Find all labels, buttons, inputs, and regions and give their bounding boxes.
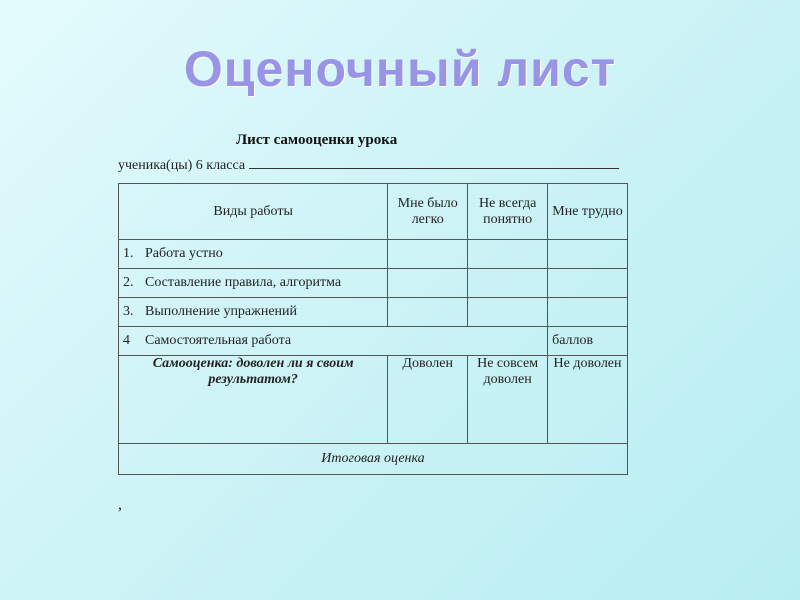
- cell-points: баллов: [548, 327, 628, 356]
- table-row: [119, 298, 628, 327]
- cell-unclear: [468, 240, 548, 269]
- final-grade-row: [119, 444, 628, 475]
- col-header-hard: Мне трудно: [548, 184, 628, 240]
- row-number: 3.: [123, 304, 134, 319]
- self-assessment-row: [119, 356, 628, 444]
- cell-easy: [388, 298, 468, 327]
- row-label: Составление правила, алгоритма: [145, 275, 342, 290]
- cell-unclear: [468, 269, 548, 298]
- option-not-satisfied: Не доволен: [548, 356, 628, 444]
- self-assessment-label: Самооценка: доволен ли я своим результатом?: [119, 356, 388, 444]
- cell-unclear: [468, 298, 548, 327]
- table-row: [119, 240, 628, 269]
- table-row: [119, 327, 628, 356]
- col-header-unclear: Не всегда понятно: [468, 184, 548, 240]
- sheet-heading: Лист самооценки урока: [236, 132, 398, 148]
- row-number: 1.: [123, 246, 134, 261]
- row-label: Самостоятельная работа: [145, 333, 292, 348]
- table-row: [119, 269, 628, 298]
- self-assessment-sheet: [118, 128, 630, 518]
- row-label: Работа устно: [145, 246, 223, 261]
- cell-easy: [388, 269, 468, 298]
- cell-easy: [388, 240, 468, 269]
- col-header-easy: Мне было легко: [388, 184, 468, 240]
- row-label: Выполнение упражнений: [145, 304, 298, 319]
- col-header-work: Виды работы: [119, 184, 388, 240]
- student-name-blank: [249, 158, 619, 169]
- evaluation-table: [118, 183, 628, 475]
- row-number: 2.: [123, 275, 134, 290]
- option-satisfied: Доволен: [388, 356, 468, 444]
- cell-hard: [548, 240, 628, 269]
- row-number: 4: [123, 333, 130, 348]
- option-not-quite-satisfied: Не совсем доволен: [468, 356, 548, 444]
- footnote-mark: ,: [118, 496, 122, 513]
- slide-title: Оценочный лист: [183, 41, 617, 97]
- student-label: ученика(цы) 6 класса: [118, 158, 246, 173]
- student-line: [118, 158, 619, 174]
- cell-hard: [548, 298, 628, 327]
- final-grade-label: Итоговая оценка: [119, 444, 628, 475]
- cell-hard: [548, 269, 628, 298]
- table-header-row: [119, 184, 628, 240]
